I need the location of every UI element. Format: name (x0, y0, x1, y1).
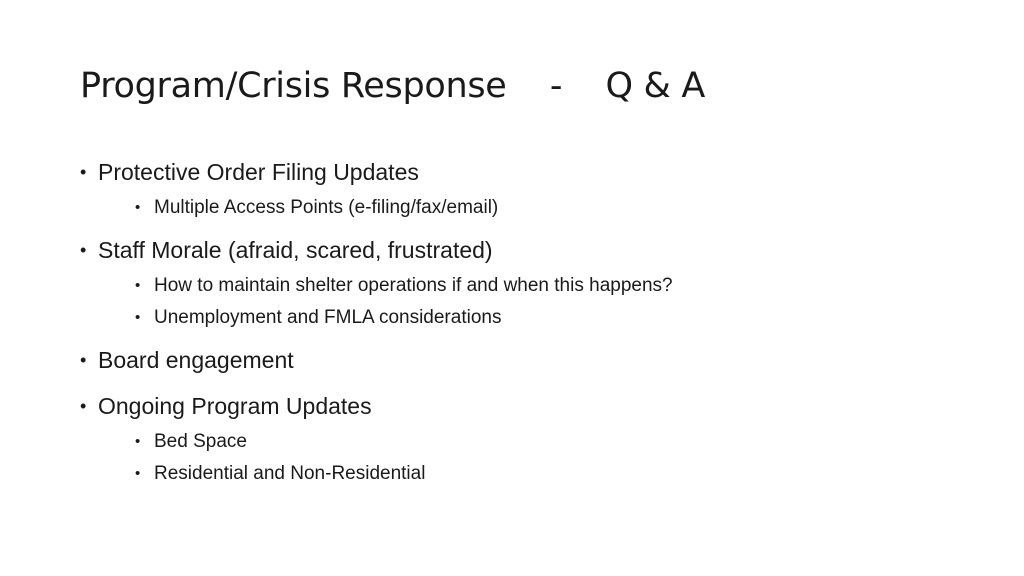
bullet-item (80, 152, 960, 224)
sub-bullet-marker: • (135, 199, 141, 216)
bullet-marker: • (80, 350, 87, 370)
bullet-text: Ongoing Program Updates (98, 393, 372, 419)
bullet-item (80, 230, 960, 334)
bullet-text: Staff Morale (afraid, scared, frustrated) (98, 237, 493, 263)
sub-bullet-marker: • (135, 309, 141, 326)
slide-title: Program/Crisis Response - Q & A (80, 66, 706, 106)
sub-bullet-item (98, 192, 960, 224)
sub-bullet-item (98, 426, 960, 458)
bullet-list (80, 152, 960, 490)
sub-bullet-text: How to maintain shelter operations if and when this happens? (154, 275, 673, 296)
bullet-marker: • (80, 396, 87, 416)
sub-bullet-list (98, 192, 960, 224)
bullet-text: Board engagement (98, 347, 294, 373)
sub-bullet-item (98, 270, 960, 302)
bullet-text: Protective Order Filing Updates (98, 159, 419, 185)
bullet-item (80, 386, 960, 490)
sub-bullet-text: Residential and Non-Residential (154, 463, 426, 484)
sub-bullet-list (98, 426, 960, 490)
bullet-marker: • (80, 240, 87, 260)
sub-bullet-text: Bed Space (154, 431, 247, 452)
sub-bullet-text: Unemployment and FMLA considerations (154, 307, 502, 328)
bullet-item (80, 340, 960, 380)
sub-bullet-item (98, 458, 960, 490)
sub-bullet-marker: • (135, 277, 141, 294)
sub-bullet-item (98, 302, 960, 334)
sub-bullet-text: Multiple Access Points (e-filing/fax/email) (154, 197, 499, 218)
sub-bullet-marker: • (135, 465, 141, 482)
sub-bullet-marker: • (135, 433, 141, 450)
sub-bullet-list (98, 270, 960, 334)
bullet-marker: • (80, 162, 87, 182)
